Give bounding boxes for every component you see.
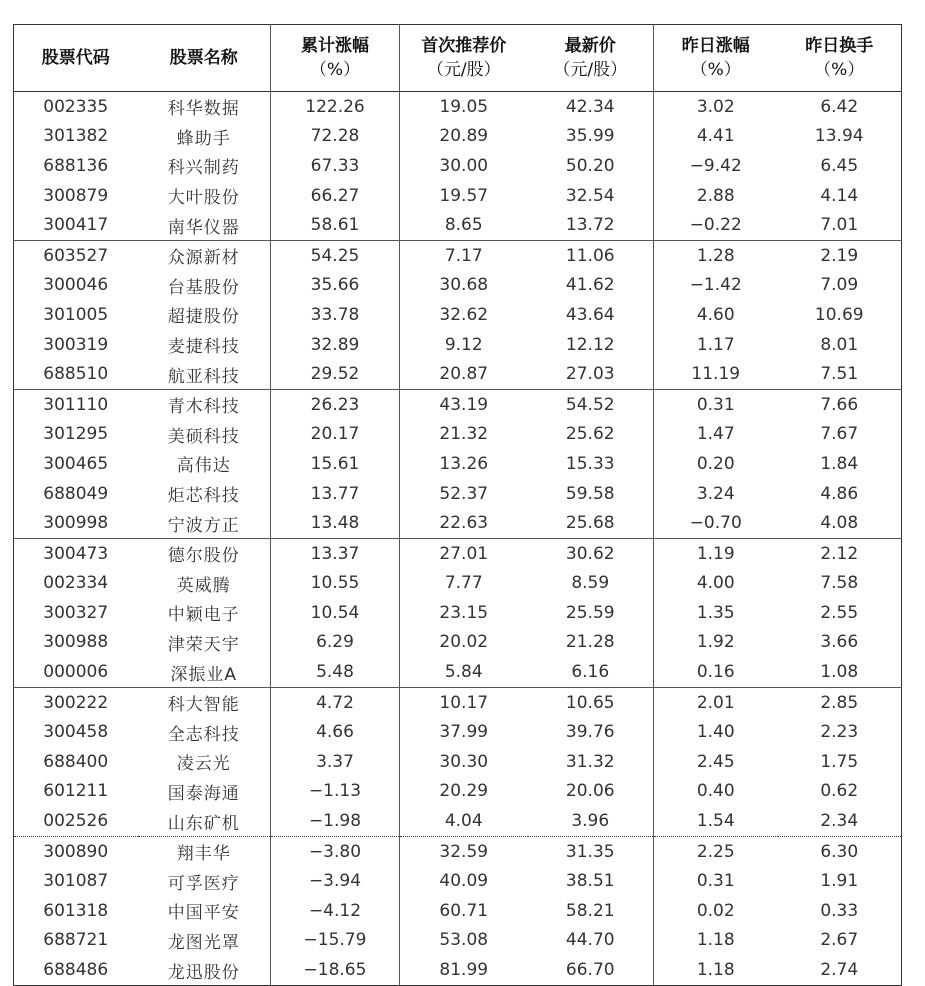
header-stock-name bbox=[138, 25, 271, 92]
stock-name-cell: 青木科技 bbox=[167, 397, 240, 418]
table-row bbox=[14, 240, 902, 270]
table-row bbox=[14, 806, 902, 836]
stock-name-cell: 麦捷科技 bbox=[167, 337, 240, 358]
cumulative-gain-cell: 3.37 bbox=[271, 747, 400, 777]
yesterday-turnover-cell: 6.30 bbox=[820, 841, 859, 862]
header-latest-price-unit: （元/股） bbox=[553, 60, 628, 80]
yesterday-change-cell: −1.42 bbox=[654, 271, 778, 301]
stock-code-cell: 603527 bbox=[43, 245, 109, 266]
latest-price-cell: 31.35 bbox=[565, 841, 615, 862]
yesterday-turnover-cell: 2.34 bbox=[778, 806, 902, 836]
latest-price-cell: 3.96 bbox=[528, 806, 654, 836]
cumulative-gain-cell: 122.26 bbox=[271, 92, 400, 122]
table-row bbox=[14, 300, 902, 330]
cumulative-gain-cell: 4.66 bbox=[271, 717, 400, 747]
stock-code-cell: 688721 bbox=[43, 930, 109, 951]
stock-code-cell: 301005 bbox=[43, 304, 109, 325]
yesterday-turnover-cell: 2.19 bbox=[820, 245, 859, 266]
stock-code-cell: 688400 bbox=[43, 751, 109, 772]
first-recommend-price-cell: 30.00 bbox=[400, 151, 528, 181]
cumulative-gain-cell: 54.25 bbox=[271, 240, 400, 270]
yesterday-turnover-cell: 6.45 bbox=[820, 155, 859, 176]
stock-code-cell: 601211 bbox=[43, 781, 109, 802]
yesterday-change-cell: 3.02 bbox=[654, 92, 778, 122]
stock-name-cell: 山东矿机 bbox=[138, 806, 271, 836]
stock-code-cell: 301295 bbox=[43, 424, 109, 445]
yesterday-change-cell: 1.18 bbox=[654, 955, 778, 985]
stock-code-cell: 300473 bbox=[43, 543, 109, 564]
cumulative-gain-cell: 72.28 bbox=[271, 122, 400, 152]
header-yesterday-turnover-unit: （%） bbox=[814, 60, 865, 80]
yesterday-change-cell: 2.01 bbox=[654, 687, 778, 717]
yesterday-change-cell: −9.42 bbox=[654, 151, 778, 181]
first-recommend-price-cell: 10.17 bbox=[400, 687, 528, 717]
table-row bbox=[14, 181, 902, 211]
table-row bbox=[14, 628, 902, 658]
stock-code-cell: 000006 bbox=[14, 657, 138, 687]
cumulative-gain-cell: 26.23 bbox=[271, 389, 400, 419]
header-first-recommend-price-title: 首次推荐价 bbox=[421, 36, 507, 56]
stock-code-cell: 300417 bbox=[14, 210, 138, 240]
yesterday-change-cell: 2.45 bbox=[654, 747, 778, 777]
header-yesterday-change-unit: （%） bbox=[690, 60, 741, 80]
yesterday-turnover-cell: 4.14 bbox=[820, 185, 859, 206]
latest-price-cell: 25.59 bbox=[565, 602, 615, 623]
cumulative-gain-cell: 67.33 bbox=[271, 151, 400, 181]
latest-price-cell: 38.51 bbox=[565, 871, 615, 892]
yesterday-turnover-cell: 7.09 bbox=[820, 275, 859, 296]
first-recommend-price-cell: 23.15 bbox=[400, 598, 528, 628]
yesterday-change-cell: 3.24 bbox=[654, 479, 778, 509]
table-row bbox=[14, 955, 902, 985]
latest-price-cell: 59.58 bbox=[565, 483, 615, 504]
latest-price-cell: 39.76 bbox=[565, 722, 615, 743]
yesterday-change-cell: 1.17 bbox=[654, 330, 778, 360]
cumulative-gain-cell: −15.79 bbox=[271, 926, 400, 956]
stock-code-cell: 300879 bbox=[43, 185, 109, 206]
yesterday-turnover-cell: 2.74 bbox=[820, 960, 859, 981]
stock-name-cell: 中颖电子 bbox=[167, 605, 240, 626]
stock-code-cell: 300465 bbox=[43, 453, 109, 474]
stock-code-cell: 301382 bbox=[43, 126, 109, 147]
first-recommend-price-cell: 43.19 bbox=[400, 389, 528, 419]
yesterday-turnover-cell: 7.01 bbox=[778, 210, 902, 240]
first-recommend-price-cell: 7.17 bbox=[400, 240, 528, 270]
latest-price-cell: 6.16 bbox=[528, 657, 654, 687]
yesterday-turnover-cell: 7.51 bbox=[778, 359, 902, 389]
latest-price-cell: 20.06 bbox=[565, 781, 615, 802]
yesterday-turnover-cell: 7.58 bbox=[820, 573, 859, 594]
yesterday-change-cell: −0.70 bbox=[654, 508, 778, 538]
yesterday-change-cell: −0.22 bbox=[654, 210, 778, 240]
yesterday-change-cell: 2.25 bbox=[654, 836, 778, 866]
stock-name-cell: 台基股份 bbox=[167, 277, 240, 298]
stock-name-cell: 科华数据 bbox=[167, 99, 240, 120]
cumulative-gain-cell: 6.29 bbox=[271, 628, 400, 658]
latest-price-cell: 8.59 bbox=[571, 573, 610, 594]
first-recommend-price-cell: 9.12 bbox=[400, 330, 528, 360]
stock-name-cell: 宁波方正 bbox=[138, 508, 271, 538]
yesterday-change-cell: 1.35 bbox=[654, 598, 778, 628]
stock-name-cell: 众源新材 bbox=[167, 248, 240, 269]
yesterday-turnover-cell: 7.66 bbox=[820, 394, 859, 415]
latest-price-cell: 42.34 bbox=[565, 96, 615, 117]
first-recommend-price-cell: 81.99 bbox=[400, 955, 528, 985]
latest-price-cell: 31.32 bbox=[565, 751, 615, 772]
stock-name-cell: 深振业A bbox=[138, 657, 271, 687]
latest-price-cell: 54.52 bbox=[565, 394, 615, 415]
stock-name-cell: 龙迅股份 bbox=[167, 962, 240, 983]
yesterday-turnover-cell: 8.01 bbox=[820, 334, 859, 355]
yesterday-change-cell: 1.47 bbox=[654, 420, 778, 450]
first-recommend-price-cell: 37.99 bbox=[400, 717, 528, 747]
table-row bbox=[14, 151, 902, 181]
header-cumulative-gain-title: 累计涨幅 bbox=[301, 36, 369, 56]
cumulative-gain-cell: −4.12 bbox=[271, 896, 400, 926]
yesterday-turnover-cell: 2.55 bbox=[820, 602, 859, 623]
yesterday-change-cell: 0.16 bbox=[654, 657, 778, 687]
latest-price-cell: 15.33 bbox=[565, 453, 615, 474]
table-row bbox=[14, 271, 902, 301]
table-row bbox=[14, 657, 902, 687]
latest-price-cell: 12.12 bbox=[565, 334, 615, 355]
stock-name-cell: 航亚科技 bbox=[138, 359, 271, 389]
stock-name-cell: 可孚医疗 bbox=[167, 873, 240, 894]
yesterday-change-cell: 1.92 bbox=[654, 628, 778, 658]
first-recommend-price-cell: 13.26 bbox=[400, 449, 528, 479]
cumulative-gain-cell: 32.89 bbox=[271, 330, 400, 360]
cumulative-gain-cell: 13.77 bbox=[271, 479, 400, 509]
latest-price-cell: 58.21 bbox=[565, 900, 615, 921]
yesterday-change-cell: 0.20 bbox=[654, 449, 778, 479]
header-stock-code-title: 股票代码 bbox=[41, 48, 110, 68]
cumulative-gain-cell: −3.94 bbox=[271, 866, 400, 896]
table-row bbox=[14, 687, 902, 717]
stock-recommendation-table bbox=[13, 24, 902, 986]
header-stock-code bbox=[14, 25, 138, 92]
header-latest-price-title: 最新价 bbox=[564, 36, 616, 56]
cumulative-gain-cell: 10.55 bbox=[271, 569, 400, 599]
stock-name-cell: 科大智能 bbox=[167, 695, 240, 716]
first-recommend-price-cell: 7.77 bbox=[400, 569, 528, 599]
yesterday-change-cell: 0.31 bbox=[654, 866, 778, 896]
table-header-row bbox=[14, 25, 902, 92]
cumulative-gain-cell: 15.61 bbox=[271, 449, 400, 479]
yesterday-turnover-cell: 2.85 bbox=[820, 692, 859, 713]
latest-price-cell: 25.68 bbox=[528, 508, 654, 538]
first-recommend-price-cell: 20.89 bbox=[400, 122, 528, 152]
table-row bbox=[14, 777, 902, 807]
cumulative-gain-cell: −1.13 bbox=[271, 777, 400, 807]
table-row bbox=[14, 389, 902, 419]
yesterday-turnover-cell: 1.08 bbox=[778, 657, 902, 687]
yesterday-change-cell: 4.60 bbox=[654, 300, 778, 330]
stock-code-cell: 688486 bbox=[43, 960, 109, 981]
yesterday-turnover-cell: 7.67 bbox=[820, 424, 859, 445]
first-recommend-price-cell: 32.59 bbox=[400, 836, 528, 866]
latest-price-cell: 43.64 bbox=[565, 304, 615, 325]
first-recommend-price-cell: 52.37 bbox=[400, 479, 528, 509]
stock-code-cell: 300222 bbox=[43, 692, 109, 713]
yesterday-turnover-cell: 1.75 bbox=[820, 751, 859, 772]
header-yesterday-change bbox=[654, 25, 778, 92]
first-recommend-price-cell: 30.30 bbox=[400, 747, 528, 777]
header-cumulative-gain bbox=[271, 25, 400, 92]
stock-name-cell: 英威腾 bbox=[176, 575, 231, 596]
yesterday-turnover-cell: 1.84 bbox=[820, 453, 859, 474]
yesterday-turnover-cell: 13.94 bbox=[814, 126, 864, 147]
first-recommend-price-cell: 8.65 bbox=[400, 210, 528, 240]
stock-name-cell: 津荣天宇 bbox=[167, 634, 240, 655]
table-row bbox=[14, 717, 902, 747]
stock-code-cell: 300988 bbox=[43, 632, 109, 653]
latest-price-cell: 25.62 bbox=[565, 424, 615, 445]
stock-code-cell: 301087 bbox=[43, 871, 109, 892]
yesterday-change-cell: 1.18 bbox=[654, 926, 778, 956]
first-recommend-price-cell: 5.84 bbox=[400, 657, 528, 687]
yesterday-turnover-cell: 0.33 bbox=[820, 900, 859, 921]
cumulative-gain-cell: −1.98 bbox=[271, 806, 400, 836]
table-row bbox=[14, 479, 902, 509]
yesterday-change-cell: 0.40 bbox=[654, 777, 778, 807]
yesterday-change-cell: 1.19 bbox=[654, 538, 778, 568]
table-row bbox=[14, 598, 902, 628]
stock-name-cell: 中国平安 bbox=[167, 903, 240, 924]
yesterday-turnover-cell: 1.91 bbox=[820, 871, 859, 892]
header-yesterday-change-title: 昨日涨幅 bbox=[681, 36, 750, 56]
first-recommend-price-cell: 60.71 bbox=[400, 896, 528, 926]
yesterday-turnover-cell: 2.67 bbox=[820, 930, 859, 951]
stock-code-cell: 601318 bbox=[43, 900, 109, 921]
stock-name-cell: 高伟达 bbox=[176, 456, 231, 477]
table-row bbox=[14, 538, 902, 568]
cumulative-gain-cell: 4.72 bbox=[271, 687, 400, 717]
first-recommend-price-cell: 20.87 bbox=[400, 359, 528, 389]
header-yesterday-turnover bbox=[778, 25, 902, 92]
header-latest-price bbox=[528, 25, 654, 92]
stock-name-cell: 美硕科技 bbox=[167, 426, 240, 447]
first-recommend-price-cell: 20.02 bbox=[400, 628, 528, 658]
stock-code-cell: 300327 bbox=[43, 602, 109, 623]
stock-code-cell: 300458 bbox=[43, 722, 109, 743]
first-recommend-price-cell: 19.57 bbox=[400, 181, 528, 211]
latest-price-cell: 50.20 bbox=[565, 155, 615, 176]
table-row bbox=[14, 122, 902, 152]
first-recommend-price-cell: 53.08 bbox=[400, 926, 528, 956]
cumulative-gain-cell: 20.17 bbox=[271, 420, 400, 450]
stock-name-cell: 科兴制药 bbox=[167, 158, 240, 179]
table-row bbox=[14, 420, 902, 450]
cumulative-gain-cell: 66.27 bbox=[271, 181, 400, 211]
header-stock-name-title: 股票名称 bbox=[169, 48, 238, 68]
latest-price-cell: 27.03 bbox=[528, 359, 654, 389]
latest-price-cell: 32.54 bbox=[565, 185, 615, 206]
latest-price-cell: 21.28 bbox=[565, 632, 615, 653]
table-row bbox=[14, 896, 902, 926]
yesterday-change-cell: 11.19 bbox=[654, 359, 778, 389]
latest-price-cell: 44.70 bbox=[565, 930, 615, 951]
cumulative-gain-cell: −3.80 bbox=[271, 836, 400, 866]
stock-code-cell: 688049 bbox=[43, 483, 109, 504]
table-row bbox=[14, 92, 902, 122]
first-recommend-price-cell: 22.63 bbox=[400, 508, 528, 538]
stock-name-cell: 全志科技 bbox=[167, 724, 240, 745]
stock-code-cell: 002334 bbox=[43, 573, 109, 594]
stock-code-cell: 301110 bbox=[43, 394, 109, 415]
stock-name-cell: 南华仪器 bbox=[138, 210, 271, 240]
yesterday-turnover-cell: 4.08 bbox=[778, 508, 902, 538]
stock-name-cell: 国泰海通 bbox=[167, 783, 240, 804]
latest-price-cell: 41.62 bbox=[565, 275, 615, 296]
stock-code-cell: 002526 bbox=[14, 806, 138, 836]
stock-name-cell: 龙图光罩 bbox=[167, 932, 240, 953]
latest-price-cell: 35.99 bbox=[565, 126, 615, 147]
header-first-recommend-price-unit: （元/股） bbox=[426, 60, 501, 80]
stock-name-cell: 超捷股份 bbox=[167, 307, 240, 328]
stock-name-cell: 翔丰华 bbox=[176, 844, 231, 865]
header-yesterday-turnover-title: 昨日换手 bbox=[805, 36, 874, 56]
table-body bbox=[14, 92, 902, 986]
table-row bbox=[14, 330, 902, 360]
yesterday-change-cell: 2.88 bbox=[654, 181, 778, 211]
table-row bbox=[14, 926, 902, 956]
table-row bbox=[14, 836, 902, 866]
yesterday-change-cell: 0.02 bbox=[654, 896, 778, 926]
first-recommend-price-cell: 40.09 bbox=[400, 866, 528, 896]
stock-name-cell: 蜂助手 bbox=[176, 128, 231, 149]
yesterday-turnover-cell: 10.69 bbox=[814, 304, 864, 325]
table-row bbox=[14, 359, 902, 389]
stock-code-cell: 300046 bbox=[43, 275, 109, 296]
stock-name-cell: 炬芯科技 bbox=[167, 486, 240, 507]
yesterday-turnover-cell: 2.12 bbox=[820, 543, 859, 564]
first-recommend-price-cell: 32.62 bbox=[400, 300, 528, 330]
stock-name-cell: 大叶股份 bbox=[167, 188, 240, 209]
yesterday-change-cell: 1.28 bbox=[654, 240, 778, 270]
first-recommend-price-cell: 27.01 bbox=[400, 538, 528, 568]
yesterday-change-cell: 1.40 bbox=[654, 717, 778, 747]
table-row bbox=[14, 569, 902, 599]
stock-code-cell: 300998 bbox=[14, 508, 138, 538]
table-row bbox=[14, 866, 902, 896]
cumulative-gain-cell: 29.52 bbox=[271, 359, 400, 389]
first-recommend-price-cell: 30.68 bbox=[400, 271, 528, 301]
yesterday-turnover-cell: 4.86 bbox=[820, 483, 859, 504]
yesterday-change-cell: 4.41 bbox=[654, 122, 778, 152]
yesterday-change-cell: 1.54 bbox=[654, 806, 778, 836]
stock-code-cell: 688136 bbox=[43, 155, 109, 176]
yesterday-change-cell: 4.00 bbox=[654, 569, 778, 599]
yesterday-turnover-cell: 2.23 bbox=[820, 722, 859, 743]
cumulative-gain-cell: 13.48 bbox=[271, 508, 400, 538]
yesterday-turnover-cell: 6.42 bbox=[820, 96, 859, 117]
cumulative-gain-cell: 33.78 bbox=[271, 300, 400, 330]
yesterday-turnover-cell: 0.62 bbox=[820, 781, 859, 802]
first-recommend-price-cell: 21.32 bbox=[400, 420, 528, 450]
stock-code-cell: 002335 bbox=[43, 96, 109, 117]
latest-price-cell: 66.70 bbox=[565, 960, 615, 981]
table-row bbox=[14, 508, 902, 538]
cumulative-gain-cell: −18.65 bbox=[271, 955, 400, 985]
table-row bbox=[14, 747, 902, 777]
cumulative-gain-cell: 10.54 bbox=[271, 598, 400, 628]
yesterday-change-cell: 0.31 bbox=[654, 389, 778, 419]
yesterday-turnover-cell: 3.66 bbox=[820, 632, 859, 653]
header-cumulative-gain-unit: （%） bbox=[309, 60, 361, 80]
table-row bbox=[14, 449, 902, 479]
stock-name-cell: 德尔股份 bbox=[167, 546, 240, 567]
cumulative-gain-cell: 35.66 bbox=[271, 271, 400, 301]
latest-price-cell: 30.62 bbox=[565, 543, 615, 564]
first-recommend-price-cell: 4.04 bbox=[400, 806, 528, 836]
first-recommend-price-cell: 20.29 bbox=[400, 777, 528, 807]
latest-price-cell: 13.72 bbox=[528, 210, 654, 240]
stock-code-cell: 300890 bbox=[43, 841, 109, 862]
cumulative-gain-cell: 5.48 bbox=[271, 657, 400, 687]
stock-name-cell: 凌云光 bbox=[176, 754, 231, 775]
header-first-recommend-price bbox=[400, 25, 528, 92]
cumulative-gain-cell: 58.61 bbox=[271, 210, 400, 240]
cumulative-gain-cell: 13.37 bbox=[271, 538, 400, 568]
latest-price-cell: 11.06 bbox=[565, 245, 615, 266]
latest-price-cell: 10.65 bbox=[565, 692, 615, 713]
stock-code-cell: 688510 bbox=[14, 359, 138, 389]
table-row bbox=[14, 210, 902, 240]
stock-code-cell: 300319 bbox=[43, 334, 109, 355]
first-recommend-price-cell: 19.05 bbox=[400, 92, 528, 122]
